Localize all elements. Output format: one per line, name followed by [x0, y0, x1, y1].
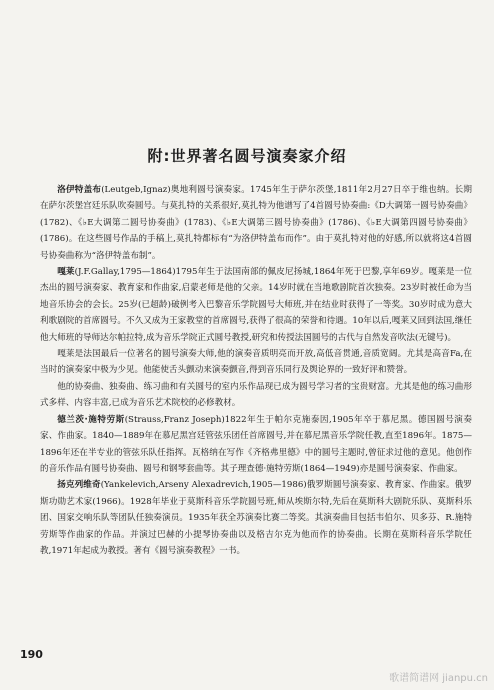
entry-name: 扬克列维奇 [57, 480, 101, 491]
entry-text: (Leutgeb,Ignaz)奥地利圆号演奏家。1745年生于萨尔茨堡,1811年2月27日卒于维也纳。长期在萨尔茨堡宫廷乐队吹奏圆号。与莫扎特的关系很好,莫扎特为他谱写了4首圆号协奏曲:《D大调第一圆号协奏曲》(1782)、《♭E大调第二圆号协奏曲》(1783)、《♭E大调第三圆号协奏曲》(1786)、《♭E大调第四圆号协奏曲》(1786)。在这些圆号作品的手稿上,莫扎特都标有“为洛伊特盖布而作”。由于莫扎特对他的好感,所以就将这4首圆号协奏曲称为“洛伊特盖布制”。 [40, 185, 472, 261]
entry-text: 他的协奏曲、独奏曲、练习曲和有关圆号的室内乐作品现已成为圆号学习者的宝贵财富。尤其是他的练习曲形式多样、内容丰富,已成为音乐艺术院校的必修教材。 [40, 381, 472, 409]
entry-name: 嘎莱 [57, 267, 75, 278]
entry-leutgeb [40, 182, 472, 264]
entry-text: (Strauss,Franz Joseph)1822年生于帕尔克施泰因,1905年卒于慕尼黑。德国圆号演奏家、作曲家。1840—1889年在慕尼黑宫廷管弦乐团任首席圆号,并在慕尼黑音乐学院任教,直至1896年。1875—1896年还在半专业的管弦乐队任指挥。瓦格纳在写作《齐格弗里德》中的圆号主题时,曾征求过他的意见。他创作的音乐作品有圆号协奏曲、圆号和钢琴套曲等。其子理查德·施特劳斯(1864—1949)亦是圆号演奏家、作曲家。 [40, 414, 473, 474]
entry-gallay-works [40, 379, 472, 412]
document-title: 附:世界著名圆号演奏家介绍 [147, 147, 347, 165]
entry-text: (J.F.Gallay,1795—1864)1795年生于法国南部的佩皮尼扬城,1864年死于巴黎,享年69岁。嘎莱是一位杰出的圆号演奏家、教育家和作曲家,启蒙老师是他的父亲。14岁时就在当地歌剧院首次独奏。23岁时被任命为当地音乐协会的会长。25岁(已超龄)破例考入巴黎音乐学院圆号大师班,并在结业时获得了一等奖。30岁时成为意大利歌剧院的首席圆号。不久又成为王家教堂的首席圆号,获得了很高的荣誉和待遇。10年以后,嘎莱又回到法国,继任他大师班的导师达尔帕拉特,成为音乐学院正式圆号教授,研究和传授法国圆号的古代与自然发音吹法(无键号)。 [40, 267, 472, 343]
entry-text: 嘎莱是法国最后一位著名的圆号演奏大师,他的演奏音质明亮而开放,高低音贯通,音质宽阔。尤其是高音Fa,在当时的演奏家中极为少见。他能使舌头颤动来演奏颤音,得到音乐同行及舆论界的一致好评和赞誉。 [40, 349, 472, 376]
entry-name: 洛伊特盖布 [57, 185, 102, 195]
entry-gallay [40, 264, 472, 346]
entry-text: (Yankelevich,Arseny Alexadrevich,1905—1986)俄罗斯圆号演奏家、教育家、作曲家。俄罗斯功勋艺术家(1966)。1928年毕业于莫斯科音乐学院圆号班,师从埃斯尔特,先后在莫斯科大剧院乐队、莫斯科乐团、国家交响乐队等团队任独奏演员。1935年获全苏演奏比赛二等奖。其演奏曲目包括韦伯尔、贝多芬、R.施特劳斯等作曲家的作品。并演过巴赫的小提琴协奏曲以及格吉尔克为他而作的协奏曲。长期在莫斯科音乐学院任教,1971年起成为教授。著有《圆号演奏教程》一书。 [40, 480, 472, 556]
article-body [40, 182, 472, 559]
watermark: 歌谱简谱网 jianpu.cn [389, 673, 488, 684]
entry-yankelevich [40, 477, 472, 559]
entry-strauss [40, 412, 472, 478]
page-number: 190 [20, 648, 43, 661]
entry-gallay-continued [40, 346, 472, 379]
entry-name: 德兰茨·施特劳斯 [57, 414, 125, 425]
